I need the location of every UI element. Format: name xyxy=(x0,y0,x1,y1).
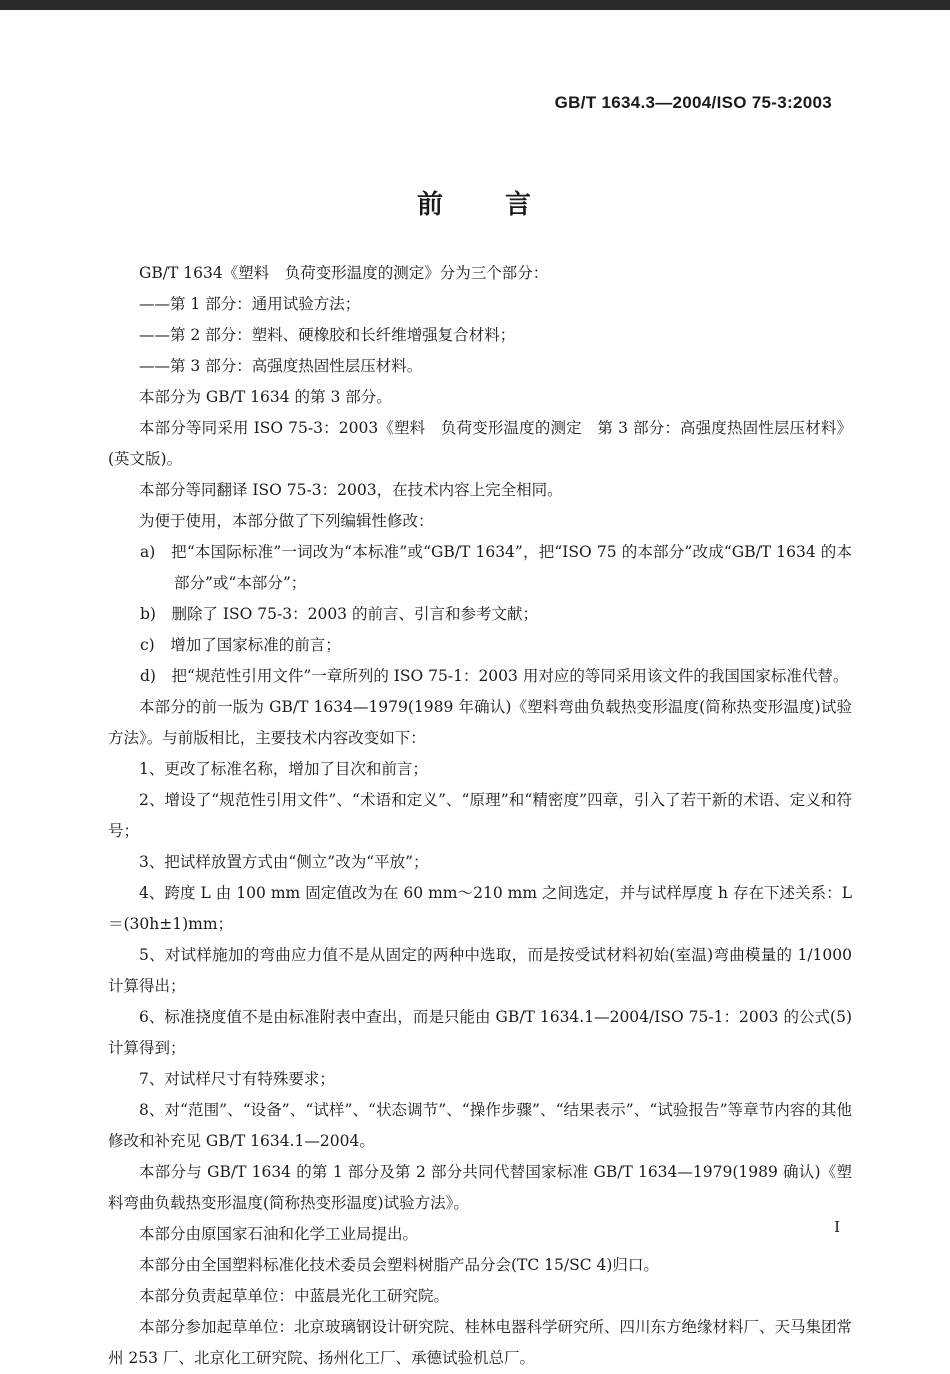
list-item: ——第 3 部分：高强度热固性层压材料。 xyxy=(139,357,423,375)
paragraph: 8、对“范围”、“设备”、“试样”、“状态调节”、“操作步骤”、“结果表示”、“试验报告”等章节内容的其他修改和补充见 GB/T 1634.1—2004。 xyxy=(108,1101,852,1150)
paragraph: 本部分等同翻译 ISO 75-3：2003，在技术内容上完全相同。 xyxy=(139,481,563,499)
title-char-1: 前 xyxy=(416,190,445,220)
list-item: d) 把“规范性引用文件”一章所列的 ISO 75-1：2003 用对应的等同采用该文件的我国国家标准代替。 xyxy=(140,667,849,685)
paragraph: 3、把试样放置方式由“侧立”改为“平放”； xyxy=(139,853,429,871)
paragraph: 本部分与 GB/T 1634 的第 1 部分及第 2 部分共同代替国家标准 GB/T 1634—1979(1989 确认)《塑料弯曲负载热变形温度(简称热变形温度)试验方法》。 xyxy=(108,1163,852,1212)
list-item: c) 增加了国家标准的前言； xyxy=(140,636,341,654)
list-item: ——第 2 部分：塑料、硬橡胶和长纤维增强复合材料； xyxy=(139,326,516,344)
list-item: b) 删除了 ISO 75-3：2003 的前言、引言和参考文献； xyxy=(140,605,538,623)
paragraph: GB/T 1634《塑料 负荷变形温度的测定》分为三个部分： xyxy=(139,264,549,282)
paragraph: 为便于使用，本部分做了下列编辑性修改： xyxy=(139,512,434,530)
paragraph: 2、增设了“规范性引用文件”、“术语和定义”、“原理”和“精密度”四章，引入了若干新的术语、定义和符号； xyxy=(108,791,852,840)
paragraph: 4、跨度 L 由 100 mm 固定值改为在 60 mm～210 mm 之间选定，并与试样厚度 h 存在下述关系：L＝(30h±1)mm； xyxy=(108,884,852,933)
paragraph: 本部分由全国塑料标准化技术委员会塑料树脂产品分会(TC 15/SC 4)归口。 xyxy=(139,1256,659,1274)
paragraph: 本部分的前一版为 GB/T 1634—1979(1989 年确认)《塑料弯曲负载热变形温度(简称热变形温度)试验方法》。与前版相比，主要技术内容改变如下： xyxy=(108,698,852,747)
foreword-body xyxy=(108,258,852,1374)
list-item: a) 把“本国际标准”一词改为“本标准”或“GB/T 1634”，把“ISO 75 的本部分”改成“GB/T 1634 的本部分”或“本部分”； xyxy=(140,543,852,592)
paragraph: 5、对试样施加的弯曲应力值不是从固定的两种中选取，而是按受试材料初始(室温)弯曲模量的 1/1000计算得出； xyxy=(108,946,852,995)
paragraph: 7、对试样尺寸有特殊要求； xyxy=(139,1070,335,1088)
page-title xyxy=(0,184,950,221)
standard-number: GB/T 1634.3—2004/ISO 75-3:2003 xyxy=(554,93,832,112)
paragraph: 1、更改了标准名称，增加了目次和前言； xyxy=(139,760,428,778)
paragraph: 本部分负责起草单位：中蓝晨光化工研究院。 xyxy=(139,1287,450,1305)
paragraph: 本部分由原国家石油和化学工业局提出。 xyxy=(139,1225,419,1243)
paragraph: 本部分等同采用 ISO 75-3：2003《塑料 负荷变形温度的测定 第 3 部分：高强度热固性层压材料》(英文版)。 xyxy=(108,419,852,468)
page-number: I xyxy=(834,1218,840,1236)
scan-border xyxy=(0,0,950,10)
title-char-2: 言 xyxy=(505,190,534,220)
list-item: ——第 1 部分：通用试验方法； xyxy=(139,295,361,313)
paragraph: 本部分参加起草单位：北京玻璃钢设计研究院、桂林电器科学研究所、四川东方绝缘材料厂、天马集团常州 253 厂、北京化工研究院、扬州化工厂、承德试验机总厂。 xyxy=(108,1318,853,1367)
paragraph: 本部分为 GB/T 1634 的第 3 部分。 xyxy=(139,388,392,406)
paragraph: 6、标准挠度值不是由标准附表中查出，而是只能由 GB/T 1634.1—2004/ISO 75-1：2003 的公式(5)计算得到； xyxy=(108,1008,852,1057)
